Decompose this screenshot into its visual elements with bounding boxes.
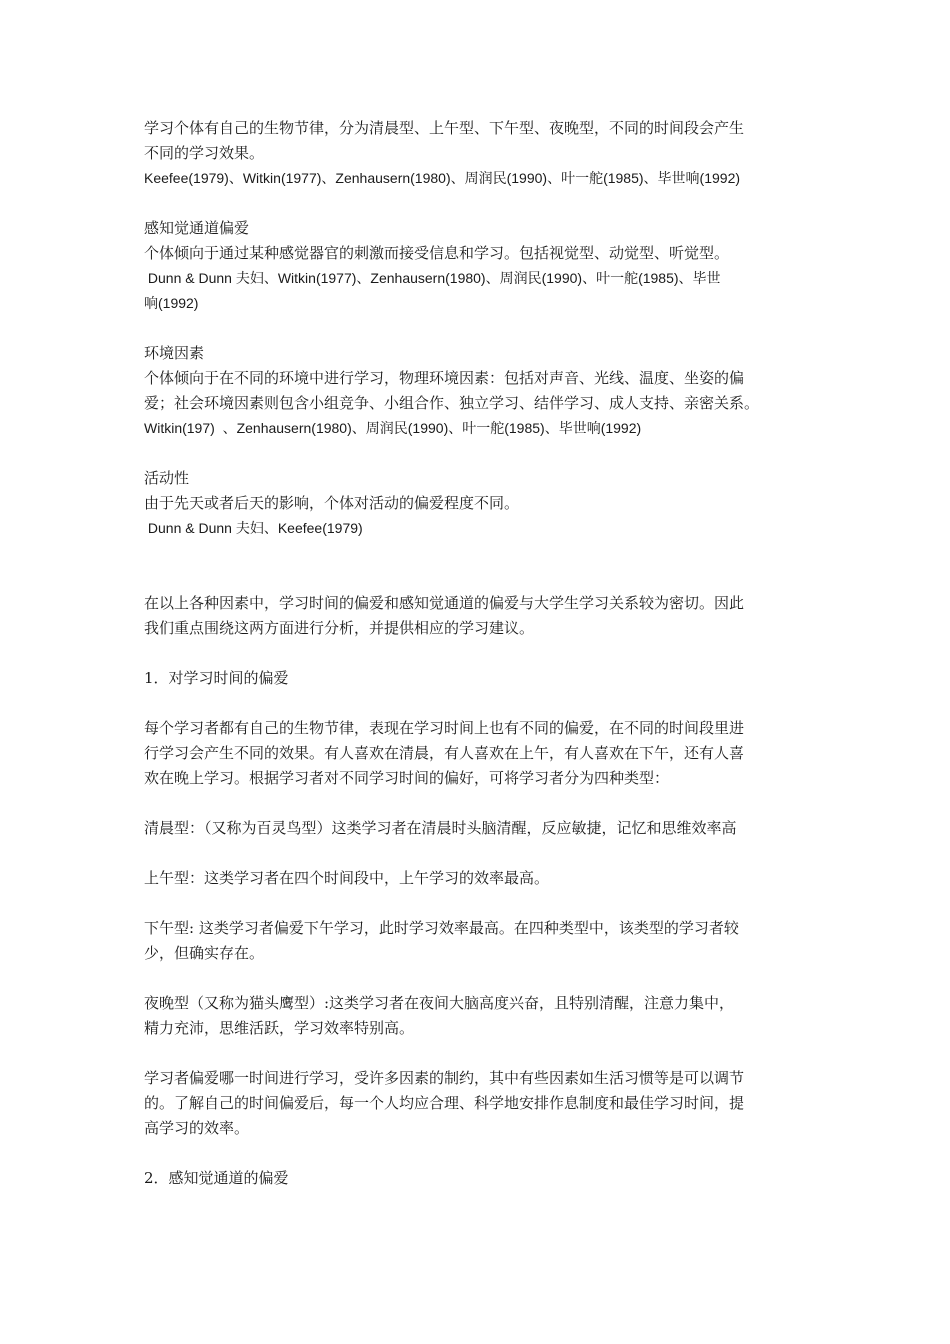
part1-heading: 1．对学习时间的偏爱 [144, 669, 289, 687]
night-type: 夜晚型（又称为猫头鹰型）:这类学习者在夜间大脑高度兴奋，且特别清醒，注意力集中， [144, 994, 735, 1012]
summary-paragraph-line: 学习者偏爱哪一时间进行学习，受许多因素的制约，其中有些因素如生活习惯等是可以调节 [144, 1069, 745, 1087]
environment-references: Witkin(197) 、Zenhausern(1980)、周润民(1990)、叶一舵(1985)、毕世响(1992) [144, 420, 642, 436]
document-body [144, 116, 810, 1191]
time-desc-line: 不同的学习效果。 [144, 144, 265, 162]
morning-type: 清晨型：（又称为百灵鸟型）这类学习者在清晨时头脑清醒，反应敏捷，记忆和思维效率高 [144, 819, 737, 837]
intro-paragraph-line: 在以上各种因素中，学习时间的偏爱和感知觉通道的偏爱与大学生学习关系较为密切。因此 [144, 594, 745, 612]
intro-paragraph-line: 我们重点围绕这两方面进行分析，并提供相应的学习建议。 [144, 619, 535, 637]
summary-paragraph-line: 的。了解自己的时间偏爱后，每一个人均应合理、科学地安排作息制度和最佳学习时间，提 [144, 1094, 745, 1112]
part2-heading: 2．感知觉通道的偏爱 [144, 1169, 289, 1187]
forenoon-type: 上午型：这类学习者在四个时间段中，上午学习的效率最高。 [144, 869, 550, 887]
afternoon-type: 下午型: 这类学习者偏爱下午学习，此时学习效率最高。在四种类型中，该类型的学习者较 [144, 919, 739, 937]
part1-paragraph-line: 行学习会产生不同的效果。有人喜欢在清晨，有人喜欢在上午，有人喜欢在下午，还有人喜 [144, 744, 745, 762]
environment-title: 环境因素 [144, 344, 205, 362]
summary-paragraph-line: 高学习的效率。 [144, 1119, 250, 1137]
afternoon-type: 少，但确实存在。 [144, 944, 265, 962]
activity-desc: 由于先天或者后天的影响，个体对活动的偏爱程度不同。 [144, 494, 520, 512]
activity-references: Dunn & Dunn 夫妇、Keefee(1979) [144, 520, 363, 536]
activity-title: 活动性 [144, 469, 190, 487]
perception-references: Dunn & Dunn 夫妇、Witkin(1977)、Zenhausern(1980)、周润民(1990)、叶一舵(1985)、毕世 [144, 270, 721, 286]
part1-paragraph-line: 每个学习者都有自己的生物节律，表现在学习时间上也有不同的偏爱，在不同的时间段里进 [144, 719, 745, 737]
environment-desc-line: 个体倾向于在不同的环境中进行学习，物理环境因素：包括对声音、光线、温度、坐姿的偏 [144, 369, 745, 387]
part1-paragraph-line: 欢在晚上学习。根据学习者对不同学习时间的偏好，可将学习者分为四种类型： [144, 769, 670, 787]
perception-title: 感知觉通道偏爱 [144, 219, 250, 237]
night-type: 精力充沛，思维活跃，学习效率特别高。 [144, 1019, 415, 1037]
perception-references: 响(1992) [144, 295, 199, 311]
environment-desc-line: 爱；社会环境因素则包含小组竞争、小组合作、独立学习、结伴学习、成人支持、亲密关系。 [144, 394, 760, 412]
perception-desc: 个体倾向于通过某种感觉器官的刺激而接受信息和学习。包括视觉型、动觉型、听觉型。 [144, 244, 730, 262]
time-desc-line: 学习个体有自己的生物节律，分为清晨型、上午型、下午型、夜晚型，不同的时间段会产生 [144, 119, 745, 137]
time-references: Keefee(1979)、Witkin(1977)、Zenhausern(1980)、周润民(1990)、叶一舵(1985)、毕世响(1992) [144, 170, 741, 186]
